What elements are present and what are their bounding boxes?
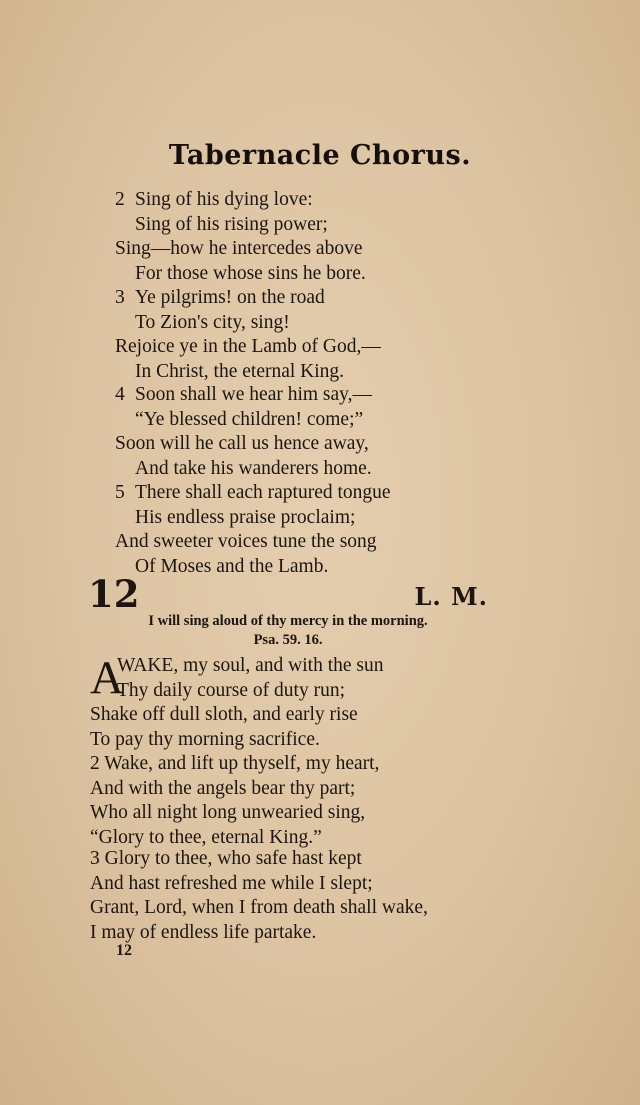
verse-line: Grant, Lord, when I from death shall wake, xyxy=(90,897,428,918)
verse-line: Wake, and lift up thyself, my heart, xyxy=(104,753,380,774)
stanza-number: 2 xyxy=(115,189,125,210)
verse-line: To pay thy morning sacrifice. xyxy=(90,728,320,750)
verse-line: WAKE, my soul, and with the sun xyxy=(117,655,384,676)
stanza-line: And take his wanderers home. xyxy=(135,457,372,479)
running-title: Tabernacle Chorus. xyxy=(168,140,472,171)
verse-1 xyxy=(90,654,383,752)
verse-line: I may of endless life partake. xyxy=(90,921,317,943)
stanza-number: 3 xyxy=(115,287,125,308)
stanza-line: To Zion's city, sing! xyxy=(135,311,290,333)
verse-line: Who all night long unwearied sing, xyxy=(90,802,366,823)
stanza-number: 5 xyxy=(115,482,125,503)
verse-line: Shake off dull sloth, and early rise xyxy=(90,704,358,725)
stanza-line: For those whose sins he bore. xyxy=(135,262,366,284)
stanza-line: Of Moses and the Lamb. xyxy=(135,555,329,577)
stanza-5 xyxy=(115,481,391,579)
stanza-line: And sweeter voices tune the song xyxy=(115,531,377,552)
stanza-line: Sing of his dying love: xyxy=(135,189,313,210)
stanza-line: Ye pilgrims! on the road xyxy=(135,287,325,308)
stanza-number: 4 xyxy=(115,384,125,405)
stanza-line: Sing of his rising power; xyxy=(135,213,328,235)
stanza-line: “Ye blessed children! come;” xyxy=(135,408,364,430)
verse-2 xyxy=(90,752,379,850)
verse-line: And with the angels bear thy part; xyxy=(90,777,356,799)
hymn-meter: L. M. xyxy=(414,582,488,611)
verse-line: And hast refreshed me while I slept; xyxy=(90,872,373,894)
stanza-line: There shall each raptured tongue xyxy=(135,482,391,503)
stanza-line: Rejoice ye in the Lamb of God,— xyxy=(115,336,381,357)
verse-number: 3 xyxy=(90,848,100,869)
epigraph-text: I will sing aloud of thy mercy in the morning. xyxy=(148,613,428,629)
verse-line: Thy daily course of duty run; xyxy=(117,679,345,701)
stanza-2 xyxy=(115,188,366,286)
stanza-line: In Christ, the eternal King. xyxy=(135,360,345,382)
stanza-line: Sing—how he intercedes above xyxy=(115,238,363,259)
verse-line: “Glory to thee, eternal King.” xyxy=(90,826,322,848)
stanza-line: His endless praise proclaim; xyxy=(135,506,356,528)
page-number: 12 xyxy=(116,942,132,959)
epigraph xyxy=(90,612,486,650)
stanza-3 xyxy=(115,286,381,384)
verse-number: 2 xyxy=(90,753,100,774)
drop-cap: A xyxy=(90,652,124,704)
hymn-number: 12 xyxy=(88,572,140,616)
scripture-reference: Psa. 59. 16. xyxy=(253,632,323,648)
stanza-line: Soon shall we hear him say,— xyxy=(135,384,373,405)
stanza-line: Soon will he call us hence away, xyxy=(115,433,369,454)
stanza-4 xyxy=(115,383,372,481)
verse-3 xyxy=(90,847,428,945)
verse-line: Glory to thee, who safe hast kept xyxy=(104,848,362,869)
hymn-header xyxy=(88,572,488,616)
